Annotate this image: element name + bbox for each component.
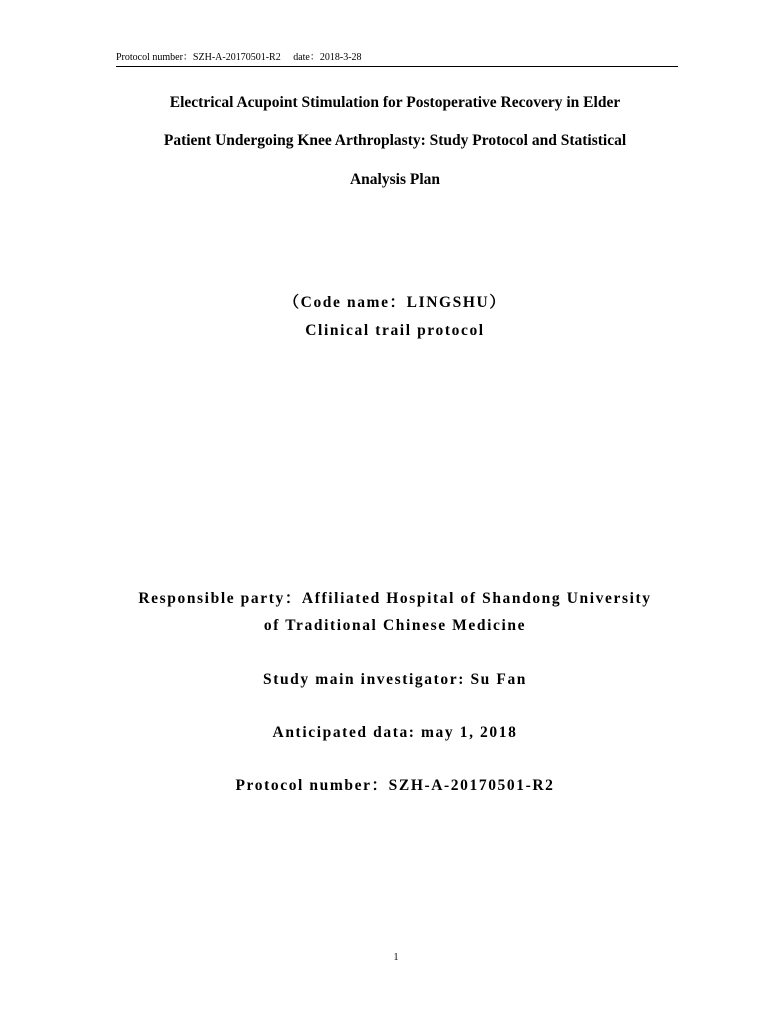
protocol-type: Clinical trail protocol: [305, 322, 485, 339]
code-name: （Code name：LINGSHU）: [283, 294, 507, 311]
page-number: 1: [393, 952, 399, 963]
responsible-party-line-1: Responsible party：Affiliated Hospital of Shandong University: [138, 590, 652, 607]
title-line-1: Electrical Acupoint Stimulation for Postoperative Recovery in Elder: [169, 94, 621, 111]
page-header: Protocol number：SZH-A-20170501-R2 date：2018-3-28: [116, 52, 362, 63]
header-rule: [116, 66, 678, 67]
responsible-party-line-2: of Traditional Chinese Medicine: [263, 617, 527, 634]
study-investigator: Study main investigator: Su Fan: [262, 671, 528, 688]
anticipated-date: Anticipated data: may 1, 2018: [272, 724, 518, 741]
title-line-2: Patient Undergoing Knee Arthroplasty: Study Protocol and Statistical: [163, 132, 627, 149]
protocol-number: Protocol number：SZH-A-20170501-R2: [235, 777, 555, 794]
title-line-3: Analysis Plan: [349, 171, 440, 188]
